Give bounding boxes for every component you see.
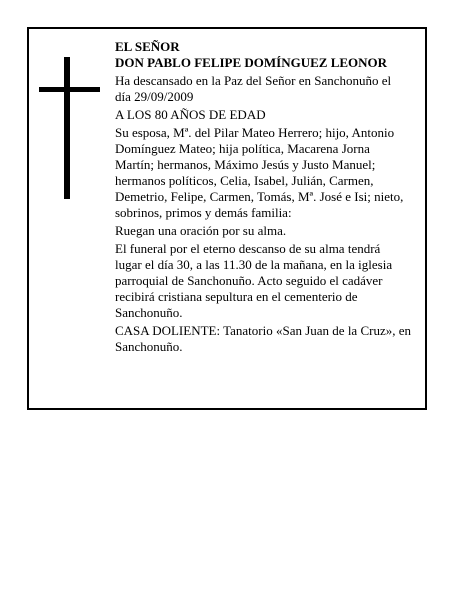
notice-text [115, 39, 427, 355]
family-line: Domínguez Mateo; hija política, Macarena Jorna [115, 141, 370, 156]
funeral-line: Sanchonuño. [115, 305, 183, 320]
funeral-line: lugar el día 30, a las 11.30 de la mañana, en la iglesia [115, 257, 393, 272]
age-line: A LOS 80 AÑOS DE EDAD [115, 107, 266, 122]
obituary-notice [27, 27, 427, 410]
mourning-house-line: Sanchonuño. [115, 339, 183, 354]
cross-vertical-bar [64, 57, 70, 199]
notice-title: EL SEÑOR [115, 39, 180, 54]
family-line: Martín; hermanos, Máximo Jesús y Justo Manuel; [115, 157, 376, 172]
family-line: sobrinos, primos y demás familia: [115, 205, 292, 220]
announcement-line: Ha descansado en la Paz del Señor en Sanchonuño el [115, 73, 392, 88]
prayer-line: Ruegan una oración por su alma. [115, 223, 287, 238]
mourning-house-line: CASA DOLIENTE: Tanatorio «San Juan de la Cruz», en [115, 323, 411, 338]
family-line: Su esposa, Mª. del Pilar Mateo Herrero; hijo, Antonio [115, 125, 395, 140]
family-line: Demetrio, Felipe, Carmen, Tomás, Mª. José e Isi; nieto, [115, 189, 404, 204]
funeral-line: parroquial de Sanchonuño. Acto seguido el cadáver [115, 273, 383, 288]
deceased-name: DON PABLO FELIPE DOMÍNGUEZ LEONOR [115, 55, 388, 70]
announcement-line: día 29/09/2009 [115, 89, 194, 104]
funeral-line: El funeral por el eterno descanso de su alma tendrá [115, 241, 381, 256]
family-line: hermanos políticos, Celia, Isabel, Julián, Carmen, [115, 173, 374, 188]
cross-icon [39, 57, 100, 199]
funeral-line: recibirá cristiana sepultura en el cementerio de [115, 289, 358, 304]
cross-horizontal-bar [39, 87, 100, 92]
